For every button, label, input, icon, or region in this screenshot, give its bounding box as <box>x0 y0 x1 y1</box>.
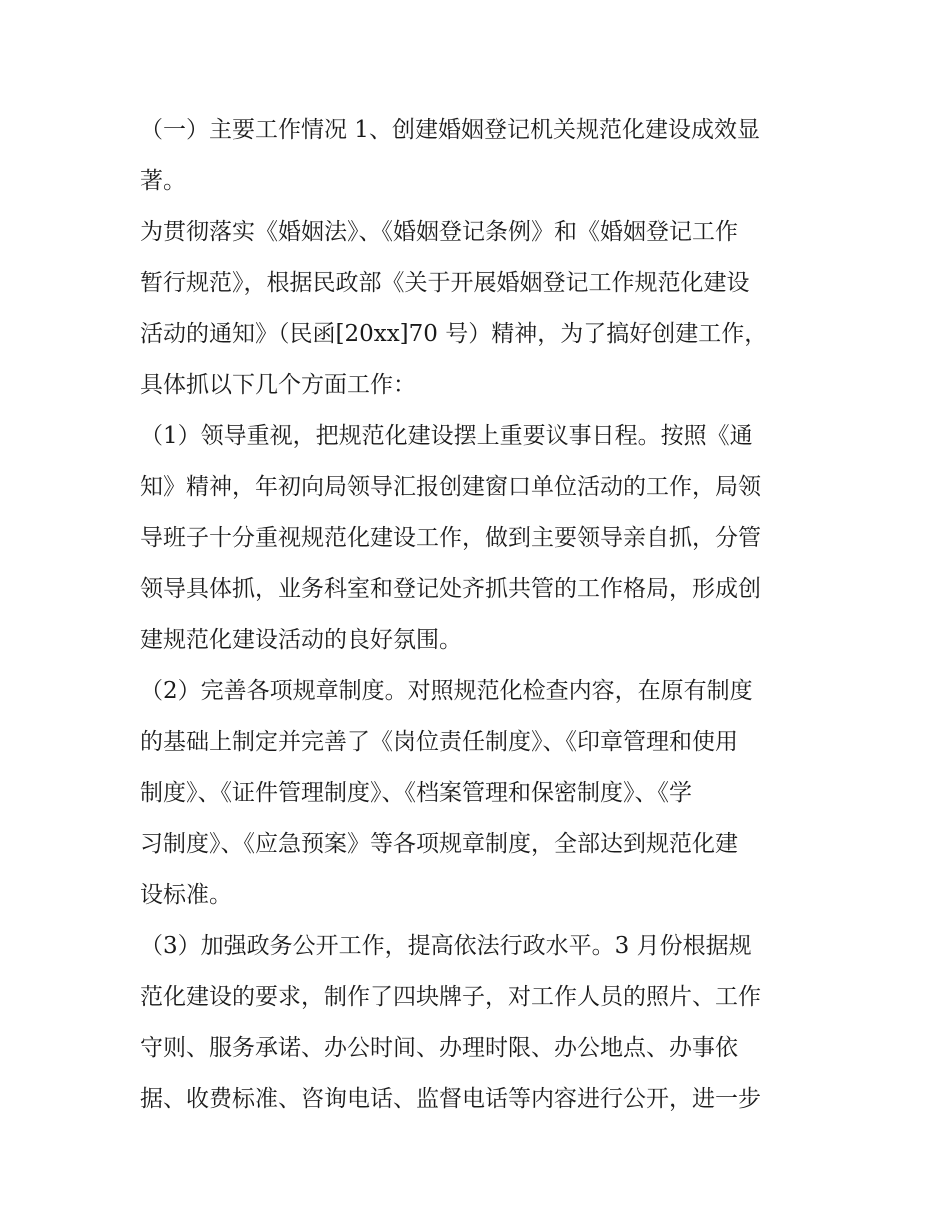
text-line: 活动的通知》（民函[20xx]70 号）精神，为了搞好创建工作， <box>140 321 768 347</box>
text-line: 据、收费标准、咨询电话、监督电话等内容进行公开，进一步 <box>140 1086 761 1112</box>
text-line: 习制度》、《应急预案》等各项规章制度，全部达到规范化建 <box>140 831 738 857</box>
text-line: （3）加强政务公开工作，提高依法行政水平。3 月份根据规 <box>140 933 752 959</box>
text-line: 范化建设的要求，制作了四块牌子，对工作人员的照片、工作 <box>140 984 761 1010</box>
text-line: 暂行规范》，根据民政部《关于开展婚姻登记工作规范化建设 <box>140 270 750 296</box>
text-line: 制度》、《证件管理制度》、《档案管理和保密制度》、《学 <box>140 780 692 806</box>
document-body <box>140 105 820 1125</box>
text-line: 导班子十分重视规范化建设工作，做到主要领导亲自抓，分管 <box>140 525 761 551</box>
text-line: 为贯彻落实《婚姻法》、《婚姻登记条例》和《婚姻登记工作 <box>140 219 738 245</box>
text-line: 著。 <box>140 168 186 194</box>
text-line: （1）领导重视，把规范化建设摆上重要议事日程。按照《通 <box>140 423 753 449</box>
text-line: 领导具体抓，业务科室和登记处齐抓共管的工作格局，形成创 <box>140 576 761 602</box>
text-line: 守则、服务承诺、办公时间、办理时限、办公地点、办事依 <box>140 1035 738 1061</box>
text-line: 设标准。 <box>140 882 232 908</box>
text-line: 建规范化建设活动的良好氛围。 <box>140 627 462 653</box>
text-line: 的基础上制定并完善了《岗位责任制度》、《印章管理和使用 <box>140 729 738 755</box>
text-line: 知》精神，年初向局领导汇报创建窗口单位活动的工作，局领 <box>140 474 761 500</box>
text-line: （2）完善各项规章制度。对照规范化检查内容，在原有制度 <box>140 678 753 704</box>
text-line: 具体抓以下几个方面工作： <box>140 372 416 398</box>
text-line: （一）主要工作情况 1、创建婚姻登记机关规范化建设成效显 <box>140 117 760 143</box>
